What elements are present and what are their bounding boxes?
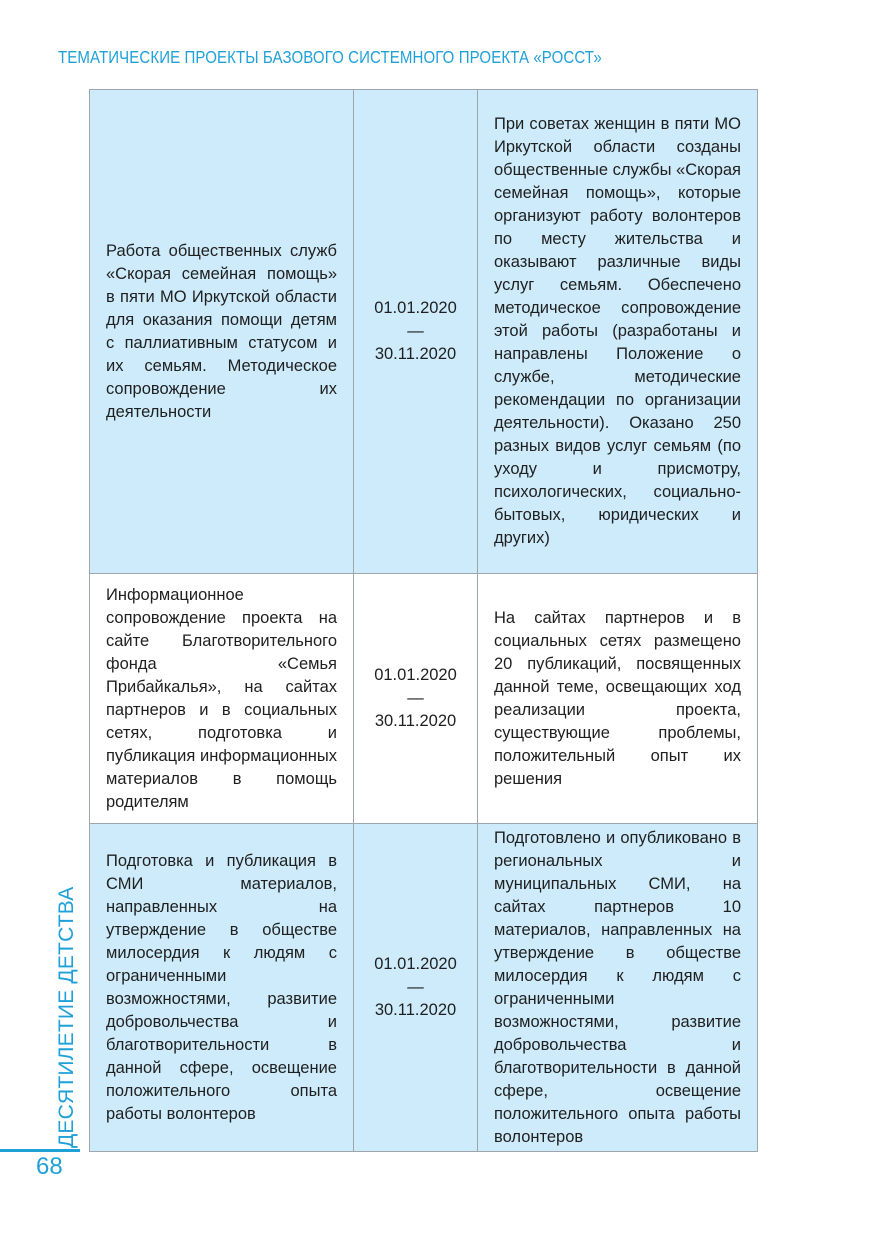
date-separator: —: [407, 978, 424, 996]
projects-table: [89, 89, 758, 1152]
date-start: 01.01.2020: [374, 955, 457, 973]
running-title: ТЕМАТИЧЕСКИЕ ПРОЕКТЫ БАЗОВОГО СИСТЕМНОГО ПРОЕКТА «РОССТ»: [58, 47, 602, 67]
section-label: ДЕСЯТИЛЕТИЕ ДЕТСТВА: [55, 886, 78, 1148]
date-start: 01.01.2020: [374, 299, 457, 317]
activity-cell: Работа общественных служб «Скорая семейная помощь» в пяти МО Иркутской области для оказания помощи детям с паллиативным статусом и их семьям. Методическое сопровождение их деятельности: [90, 90, 354, 574]
date-end: 30.11.2020: [374, 1001, 457, 1019]
table-row: [90, 824, 758, 1152]
activity-cell: Информационное сопровождение проекта на сайте Благотворительного фонда «Семья Прибайкалья», на сайтах партнеров и в социальных сетях, подготовка и публикация информационных материалов в помощь родителям: [90, 574, 354, 824]
date-separator: —: [407, 322, 424, 340]
dates-cell: [354, 574, 478, 824]
page-number: 68: [36, 1153, 63, 1180]
divider: [0, 1149, 80, 1152]
date-separator: —: [407, 689, 424, 707]
date-start: 01.01.2020: [374, 666, 457, 684]
dates-cell: [354, 824, 478, 1152]
activity-cell: Подготовка и публикация в СМИ материалов, направленных на утверждение в обществе милосердия к людям с ограниченными возможностями, развитие добровольчества и благотворительности в данной сфере, освещение положительного опыта работы волонтеров: [90, 824, 354, 1152]
date-end: 30.11.2020: [374, 345, 457, 363]
table-row: [90, 90, 758, 574]
date-end: 30.11.2020: [374, 712, 457, 730]
table-row: [90, 574, 758, 824]
result-cell: На сайтах партнеров и в социальных сетях размещено 20 публикаций, посвященных данной теме, освещающих ход реализации проекта, существующие проблемы, положительный опыт их решения: [478, 574, 758, 824]
result-cell: Подготовлено и опубликовано в региональных и муниципальных СМИ, на сайтах партнеров 10 материалов, направленных на утверждение в обществе милосердия к людям с ограниченными возможностями, развитие добровольчества и благотворительности в данной сфере, освещение положительного опыта работы волонтеров: [478, 824, 758, 1152]
dates-cell: [354, 90, 478, 574]
result-cell: При советах женщин в пяти МО Иркутской области созданы общественные службы «Скорая семейная помощь», которые организуют работу волонтеров по месту жительства и оказывают различные виды услуг семьям. Обеспечено методическое сопровождение этой работы (разработаны и направлены Положение о службе, методические рекомендации по организации деятельности). Оказано 250 разных видов услуг семьям (по уходу и присмотру, психологических, социально-бытовых, юридических и других): [478, 90, 758, 574]
